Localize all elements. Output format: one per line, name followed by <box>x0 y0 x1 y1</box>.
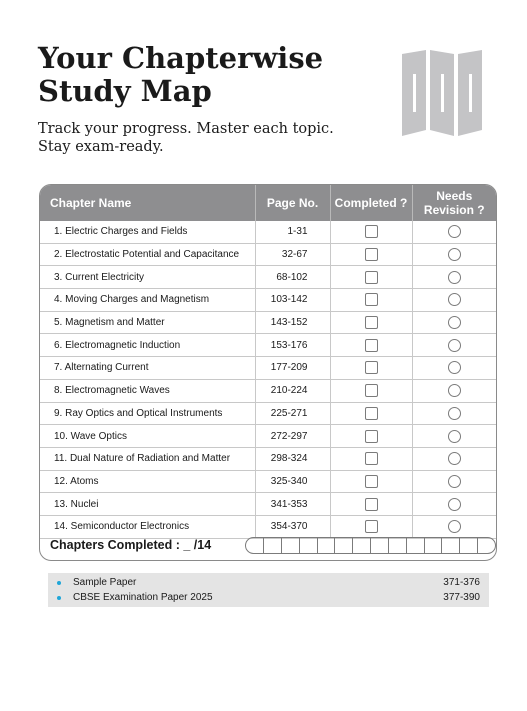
chapter-name: 1. Electric Charges and Fields <box>40 221 255 243</box>
needs-revision-radio[interactable] <box>448 339 461 352</box>
needs-revision-radio[interactable] <box>448 384 461 397</box>
table-row <box>40 311 496 334</box>
chapter-pages: 298-324 <box>255 447 330 470</box>
chapter-pages: 325-340 <box>255 470 330 493</box>
chapter-pages: 177-209 <box>255 357 330 380</box>
progress-segment[interactable] <box>407 538 425 553</box>
needs-revision-radio[interactable] <box>448 271 461 284</box>
chapter-name: 14. Semiconductor Electronics <box>40 515 255 538</box>
progress-segment[interactable] <box>371 538 389 553</box>
study-map-table <box>39 184 497 561</box>
progress-segment[interactable] <box>478 538 495 553</box>
header-needs-revision-line-1: Needs <box>436 189 473 203</box>
title-line-2: Study Map <box>38 74 212 108</box>
table-row <box>40 334 496 357</box>
table-row <box>40 470 496 493</box>
chapter-name: 2. Electrostatic Potential and Capacitance <box>40 243 255 266</box>
needs-revision-radio[interactable] <box>448 361 461 374</box>
chapter-name: 3. Current Electricity <box>40 266 255 289</box>
subtitle-line-1: Track your progress. Master each topic. <box>38 121 334 137</box>
extra-resource-item <box>48 590 489 605</box>
bullet-icon <box>57 596 61 600</box>
extra-resources-box <box>48 573 489 607</box>
chapter-pages: 225-271 <box>255 402 330 425</box>
chapter-name: 10. Wave Optics <box>40 425 255 448</box>
completed-checkbox[interactable] <box>365 498 378 511</box>
progress-segment[interactable] <box>425 538 443 553</box>
completed-checkbox[interactable] <box>365 384 378 397</box>
header-needs-revision <box>412 185 496 221</box>
progress-segment[interactable] <box>460 538 478 553</box>
progress-segment[interactable] <box>300 538 318 553</box>
table-row <box>40 402 496 425</box>
progress-segment[interactable] <box>282 538 300 553</box>
chapter-name: 11. Dual Nature of Radiation and Matter <box>40 447 255 470</box>
progress-segment[interactable] <box>246 538 264 553</box>
extra-resource-label: Sample Paper <box>73 577 137 588</box>
table-row <box>40 289 496 312</box>
completed-checkbox[interactable] <box>365 248 378 261</box>
chapter-name: 6. Electromagnetic Induction <box>40 334 255 357</box>
table-header-row <box>40 185 496 221</box>
extra-resource-label: CBSE Examination Paper 2025 <box>73 592 213 603</box>
chapter-pages: 153-176 <box>255 334 330 357</box>
table-row <box>40 243 496 266</box>
page-title <box>38 42 323 108</box>
header-needs-revision-line-2: Revision ? <box>423 203 485 217</box>
extra-resource-item <box>48 575 489 590</box>
chapter-pages: 354-370 <box>255 515 330 538</box>
chapter-pages: 272-297 <box>255 425 330 448</box>
chapter-pages: 341-353 <box>255 493 330 516</box>
needs-revision-radio[interactable] <box>448 498 461 511</box>
title-line-1: Your Chapterwise <box>38 41 324 75</box>
chapter-pages: 68-102 <box>255 266 330 289</box>
completed-checkbox[interactable] <box>365 225 378 238</box>
needs-revision-radio[interactable] <box>448 430 461 443</box>
completed-checkbox[interactable] <box>365 316 378 329</box>
needs-revision-radio[interactable] <box>448 248 461 261</box>
header-chapter-name: Chapter Name <box>40 185 255 221</box>
subtitle-line-2: Stay exam-ready. <box>38 139 164 155</box>
table-row <box>40 379 496 402</box>
completed-checkbox[interactable] <box>365 361 378 374</box>
chapter-pages: 103-142 <box>255 289 330 312</box>
table-row <box>40 221 496 243</box>
completed-checkbox[interactable] <box>365 430 378 443</box>
chapter-name: 8. Electromagnetic Waves <box>40 379 255 402</box>
chapters-completed-label: Chapters Completed : _ /14 <box>50 538 212 552</box>
completed-checkbox[interactable] <box>365 407 378 420</box>
progress-segment[interactable] <box>442 538 460 553</box>
completed-checkbox[interactable] <box>365 452 378 465</box>
header-page-no: Page No. <box>255 185 330 221</box>
needs-revision-radio[interactable] <box>448 475 461 488</box>
page-subtitle <box>38 120 334 156</box>
needs-revision-radio[interactable] <box>448 225 461 238</box>
table-row <box>40 357 496 380</box>
needs-revision-radio[interactable] <box>448 293 461 306</box>
chapter-name: 7. Alternating Current <box>40 357 255 380</box>
table-row <box>40 447 496 470</box>
table-row <box>40 493 496 516</box>
chapter-name: 13. Nuclei <box>40 493 255 516</box>
needs-revision-radio[interactable] <box>448 452 461 465</box>
progress-segment[interactable] <box>389 538 407 553</box>
progress-tracker[interactable] <box>245 537 496 554</box>
progress-segment[interactable] <box>264 538 282 553</box>
progress-segment[interactable] <box>353 538 371 553</box>
completed-checkbox[interactable] <box>365 293 378 306</box>
completed-checkbox[interactable] <box>365 475 378 488</box>
progress-segment[interactable] <box>335 538 353 553</box>
chapter-name: 4. Moving Charges and Magnetism <box>40 289 255 312</box>
progress-segment[interactable] <box>318 538 336 553</box>
chapter-pages: 1-31 <box>255 221 330 243</box>
extra-resource-pages: 371-376 <box>443 577 480 588</box>
completed-checkbox[interactable] <box>365 339 378 352</box>
bullet-icon <box>57 581 61 585</box>
extra-resource-pages: 377-390 <box>443 592 480 603</box>
needs-revision-radio[interactable] <box>448 407 461 420</box>
table-row <box>40 425 496 448</box>
chapter-name: 5. Magnetism and Matter <box>40 311 255 334</box>
chapter-name: 9. Ray Optics and Optical Instruments <box>40 402 255 425</box>
chapter-pages: 210-224 <box>255 379 330 402</box>
chapter-pages: 143-152 <box>255 311 330 334</box>
chapter-name: 12. Atoms <box>40 470 255 493</box>
header-completed: Completed ? <box>330 185 412 221</box>
needs-revision-radio[interactable] <box>448 316 461 329</box>
folded-map-icon <box>402 50 482 138</box>
chapters-completed-row <box>40 530 496 560</box>
table-row <box>40 266 496 289</box>
completed-checkbox[interactable] <box>365 271 378 284</box>
chapter-pages: 32-67 <box>255 243 330 266</box>
